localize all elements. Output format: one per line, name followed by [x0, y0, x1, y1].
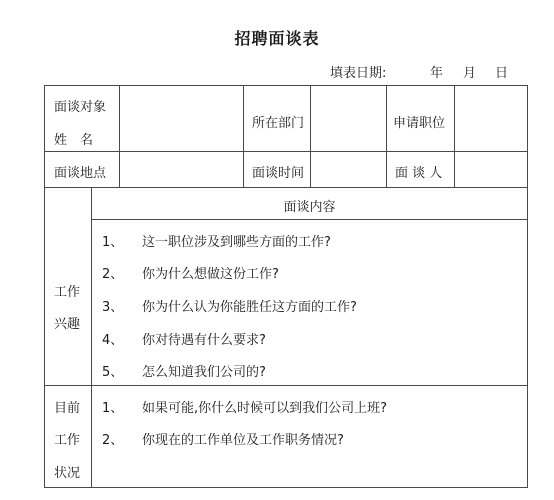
position-label: 申请职位: [393, 116, 446, 131]
question-text: 你为什么想做这份工作?: [142, 267, 279, 282]
column-divider: [386, 85, 387, 188]
interview-time-label: 面谈时间: [252, 166, 305, 181]
position-field[interactable]: [456, 86, 526, 150]
table-border-right: [527, 85, 528, 488]
content-header: 面谈内容: [283, 200, 336, 215]
column-divider: [91, 187, 92, 488]
question-number: 4、: [102, 333, 124, 348]
question-text: 如果可能,你什么时候可以到我们公司上班?: [142, 401, 388, 416]
question-text: 这一职位涉及到哪些方面的工作?: [142, 235, 331, 250]
row-divider: [44, 187, 528, 188]
question-number: 3、: [102, 300, 124, 315]
current-work-label-line2: 工作: [54, 433, 81, 448]
table-border-bottom: [44, 487, 528, 488]
question-number: 5、: [102, 365, 124, 380]
question-number: 2、: [102, 433, 124, 448]
day-label: 日: [495, 66, 509, 81]
interviewer-label: 面 谈 人: [395, 166, 443, 181]
interviewee-label-line2: 姓 名: [54, 133, 94, 148]
form-title: 招聘面谈表: [234, 29, 320, 48]
interviewee-name-field[interactable]: [121, 86, 242, 150]
column-divider: [243, 85, 244, 188]
row-divider: [44, 385, 528, 386]
current-work-label-line3: 状况: [54, 466, 81, 481]
question-text: 你对待遇有什么要求?: [142, 333, 266, 348]
location-label: 面谈地点: [54, 166, 107, 181]
question-text: 怎么知道我们公司的?: [142, 365, 266, 380]
row-divider: [91, 219, 528, 220]
column-divider: [310, 85, 311, 188]
work-interest-label-line2: 兴趣: [54, 317, 81, 332]
fill-date-label: 填表日期:: [330, 66, 387, 81]
department-field[interactable]: [312, 86, 385, 150]
interviewee-label-line1: 面谈对象: [54, 100, 107, 115]
interview-time-field[interactable]: [312, 152, 385, 186]
department-label: 所在部门: [252, 116, 305, 131]
question-number: 1、: [102, 235, 124, 250]
question-text: 你现在的工作单位及工作职务情况?: [142, 433, 344, 448]
column-divider: [119, 85, 120, 188]
work-interest-label-line1: 工作: [54, 285, 81, 300]
month-label: 月: [463, 66, 477, 81]
interviewer-field[interactable]: [456, 152, 526, 186]
current-work-label-line1: 目前: [54, 401, 81, 416]
location-field[interactable]: [121, 152, 242, 186]
year-label: 年: [430, 66, 444, 81]
question-text: 你为什么认为你能胜任这方面的工作?: [142, 300, 357, 315]
question-number: 1、: [102, 401, 124, 416]
column-divider: [454, 85, 455, 188]
table-border-left: [44, 85, 45, 488]
question-number: 2、: [102, 267, 124, 282]
